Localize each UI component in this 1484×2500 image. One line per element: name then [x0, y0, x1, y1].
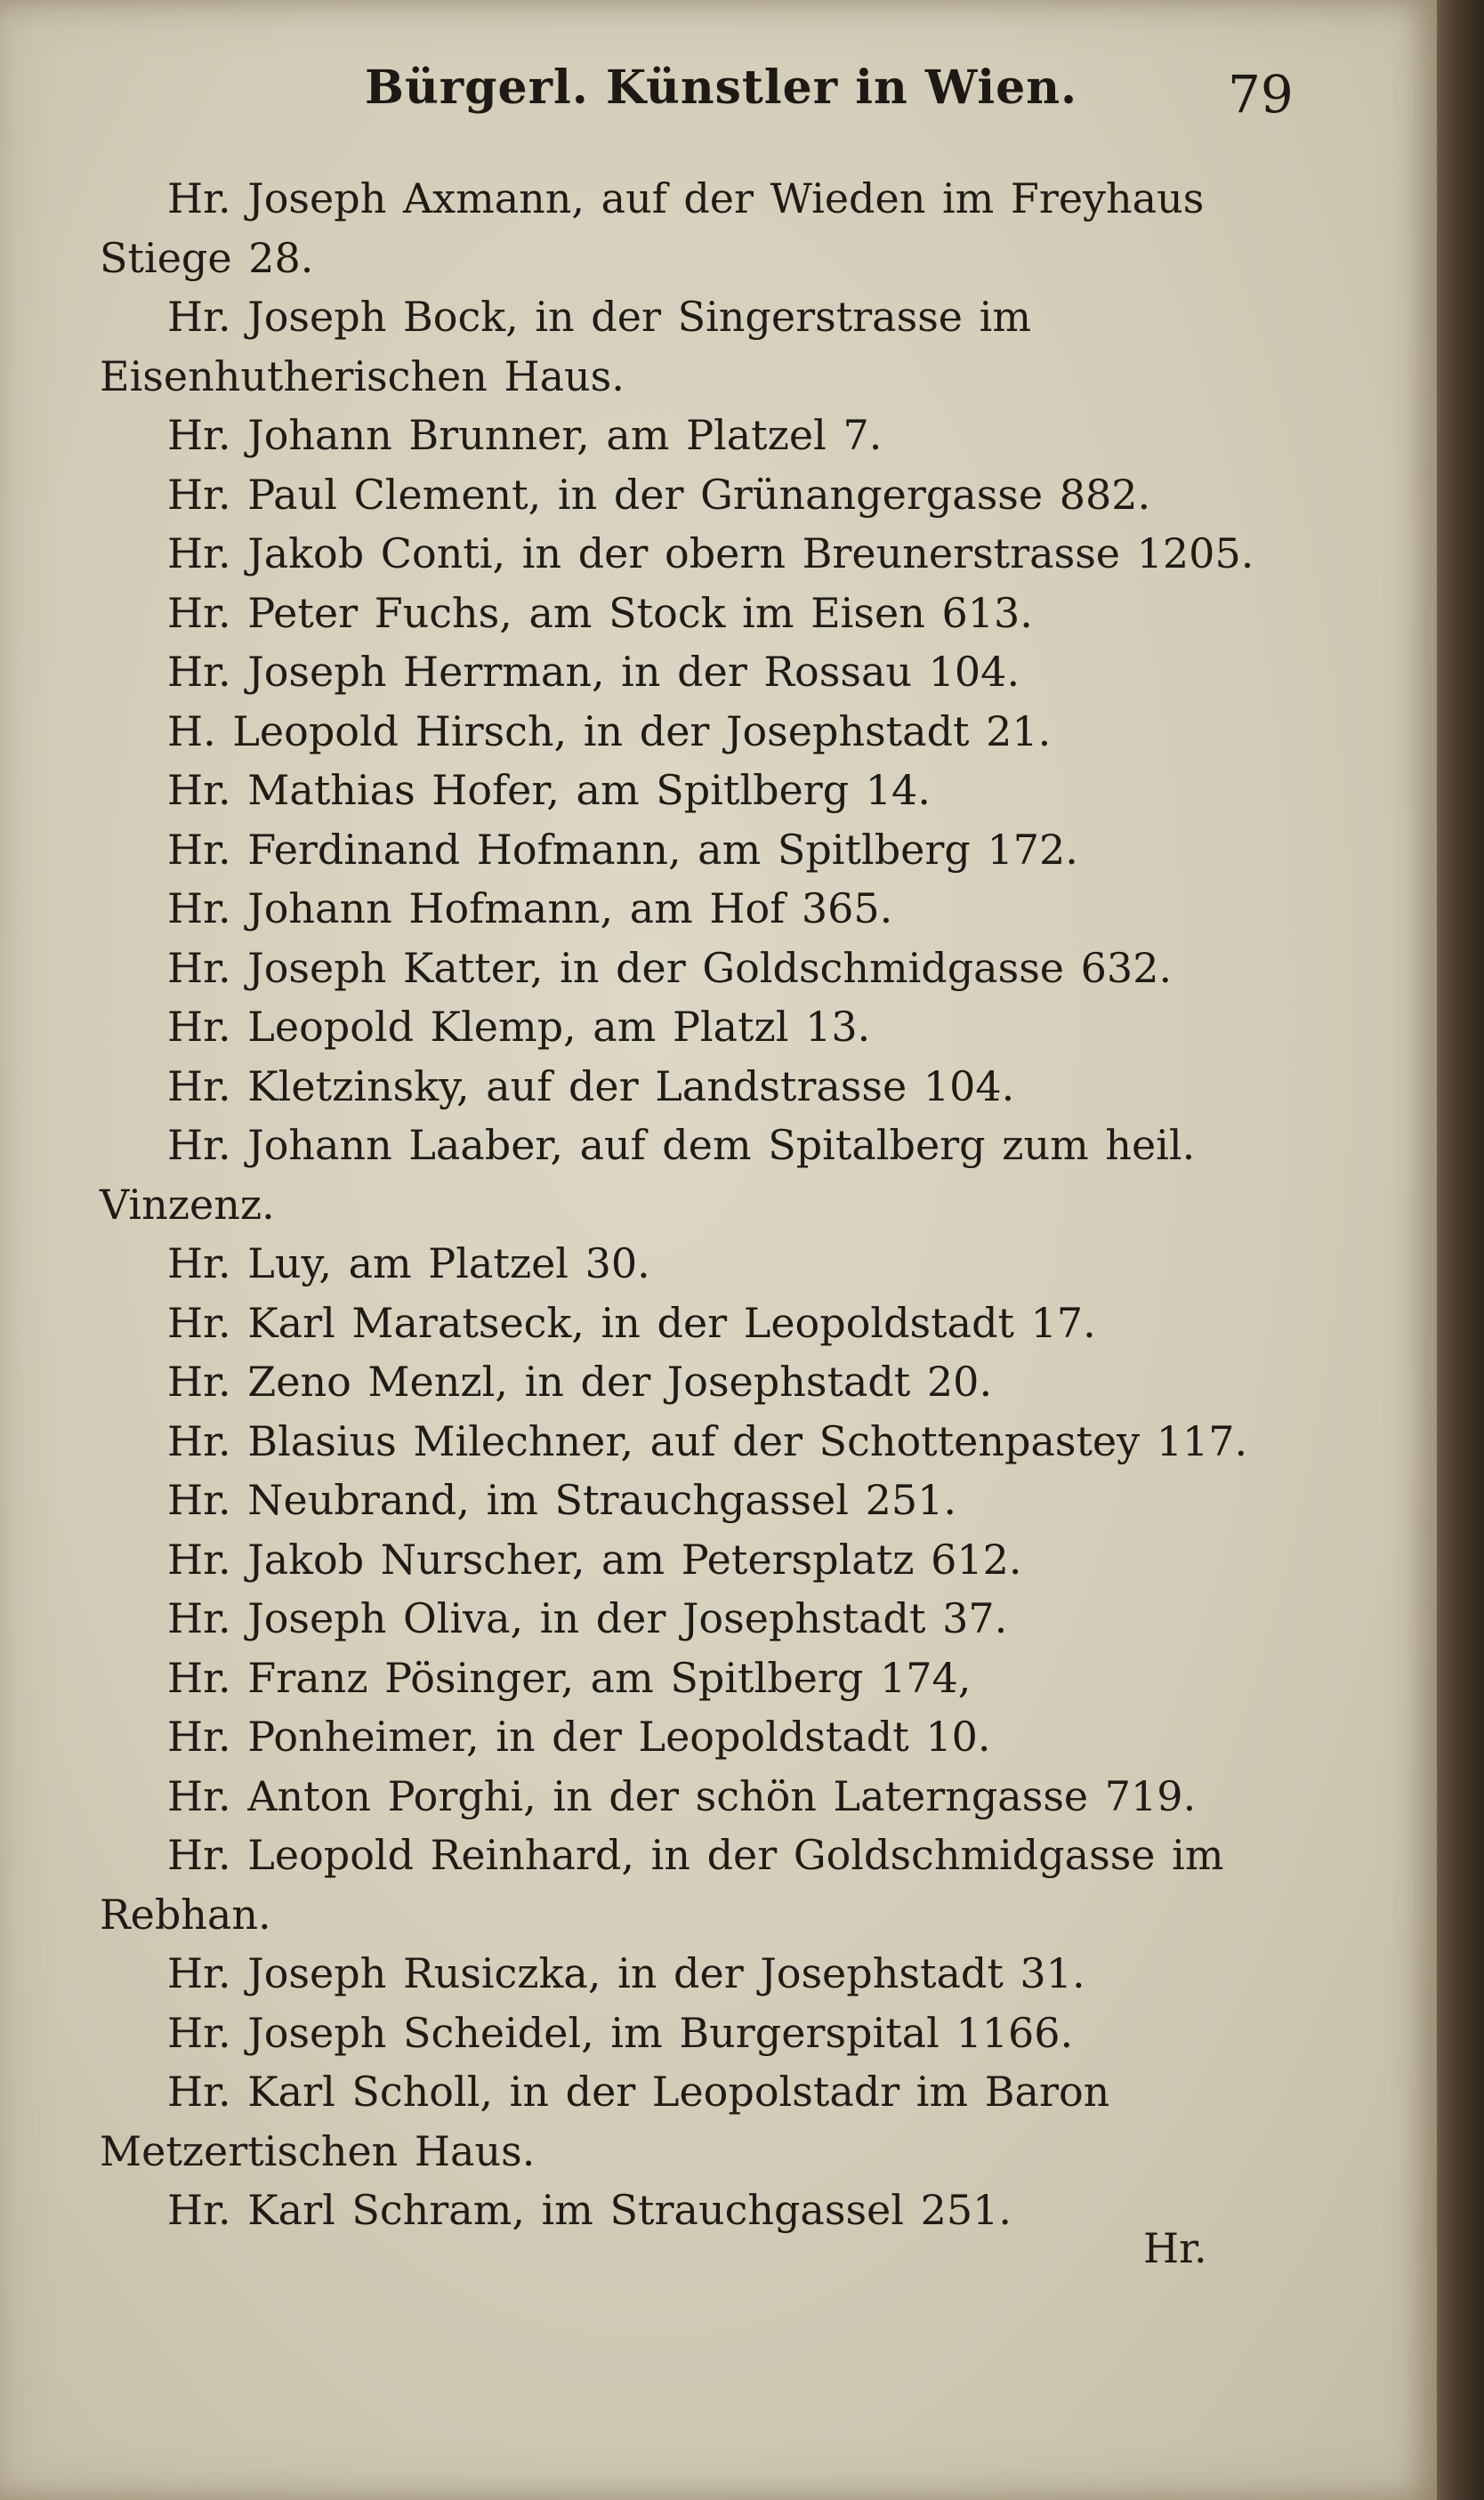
entry: Hr. Peter Fuchs, am Stock im Eisen 613. — [167, 588, 1033, 637]
entry: Hr. Joseph Bock, in der Singerstrasse im Eisenhutherischen Haus. — [100, 293, 1031, 400]
entry: Hr. Leopold Reinhard, in der Goldschmidgasse im Rebhan. — [100, 1831, 1224, 1939]
entry: H. Leopold Hirsch, in der Josephstadt 21. — [167, 706, 1052, 755]
catchword: Hr. — [1143, 2224, 1207, 2272]
entry: Hr. Kletzinsky, auf der Landstrasse 104. — [167, 1061, 1015, 1110]
entry: Hr. Mathias Hofer, am Spitlberg 14. — [167, 766, 931, 814]
entry: Hr. Johann Laaber, auf dem Spitalberg zum heil. Vinzenz. — [100, 1121, 1196, 1229]
entry: Hr. Joseph Scheidel, im Burgerspital 1166. — [167, 2008, 1074, 2057]
entry: Hr. Karl Scholl, in der Leopolstadr im Baron Metzertischen Haus. — [100, 2068, 1110, 2175]
entry: Hr. Joseph Oliva, in der Josephstadt 37. — [167, 1594, 1008, 1642]
entry: Hr. Leopold Klemp, am Platzl 13. — [167, 1003, 871, 1051]
book-gutter — [1437, 0, 1484, 2500]
entry: Hr. Joseph Katter, in der Goldschmidgasse 632. — [167, 943, 1173, 992]
entry: Hr. Luy, am Platzel 30. — [167, 1239, 650, 1287]
entry: Hr. Joseph Axmann, auf der Wieden im Freyhaus Stiege 28. — [100, 174, 1205, 282]
entry: Hr. Johann Hofmann, am Hof 365. — [167, 884, 893, 932]
entry: Hr. Blasius Milechner, auf der Schottenpastey 117. — [167, 1416, 1248, 1465]
entry: Hr. Zeno Menzl, in der Josephstadt 20. — [167, 1358, 993, 1406]
page-number: 79 — [1228, 64, 1294, 125]
entry: Hr. Jakob Conti, in der obern Breunerstrasse 1205. — [167, 529, 1254, 577]
entry: Hr. Ponheimer, in der Leopoldstadt 10. — [167, 1713, 991, 1761]
entry: Hr. Neubrand, im Strauchgassel 251. — [167, 1476, 957, 1524]
running-title: Bürgerl. Künstler in Wien. — [365, 60, 1078, 115]
entry: Hr. Joseph Rusiczka, in der Josephstadt 31. — [167, 1949, 1085, 1997]
running-head — [0, 53, 1437, 133]
entry: Hr. Ferdinand Hofmann, am Spitlberg 172. — [167, 825, 1078, 874]
entry: Hr. Franz Pösinger, am Spitlberg 174, — [167, 1653, 972, 1702]
entry: Hr. Joseph Herrman, in der Rossau 104. — [167, 648, 1020, 696]
entry: Hr. Paul Clement, in der Grünangergasse 882. — [167, 470, 1151, 519]
entry: Hr. Anton Porghi, in der schön Laterngasse 719. — [167, 1771, 1197, 1820]
entry-list — [100, 169, 1292, 2240]
entry: Hr. Karl Maratseck, in der Leopoldstadt 17. — [167, 1298, 1096, 1347]
entry: Hr. Jakob Nurscher, am Petersplatz 612. — [167, 1535, 1022, 1584]
entry: Hr. Karl Schram, im Strauchgassel 251. — [167, 2186, 1012, 2234]
entry: Hr. Johann Brunner, am Platzel 7. — [167, 411, 883, 459]
